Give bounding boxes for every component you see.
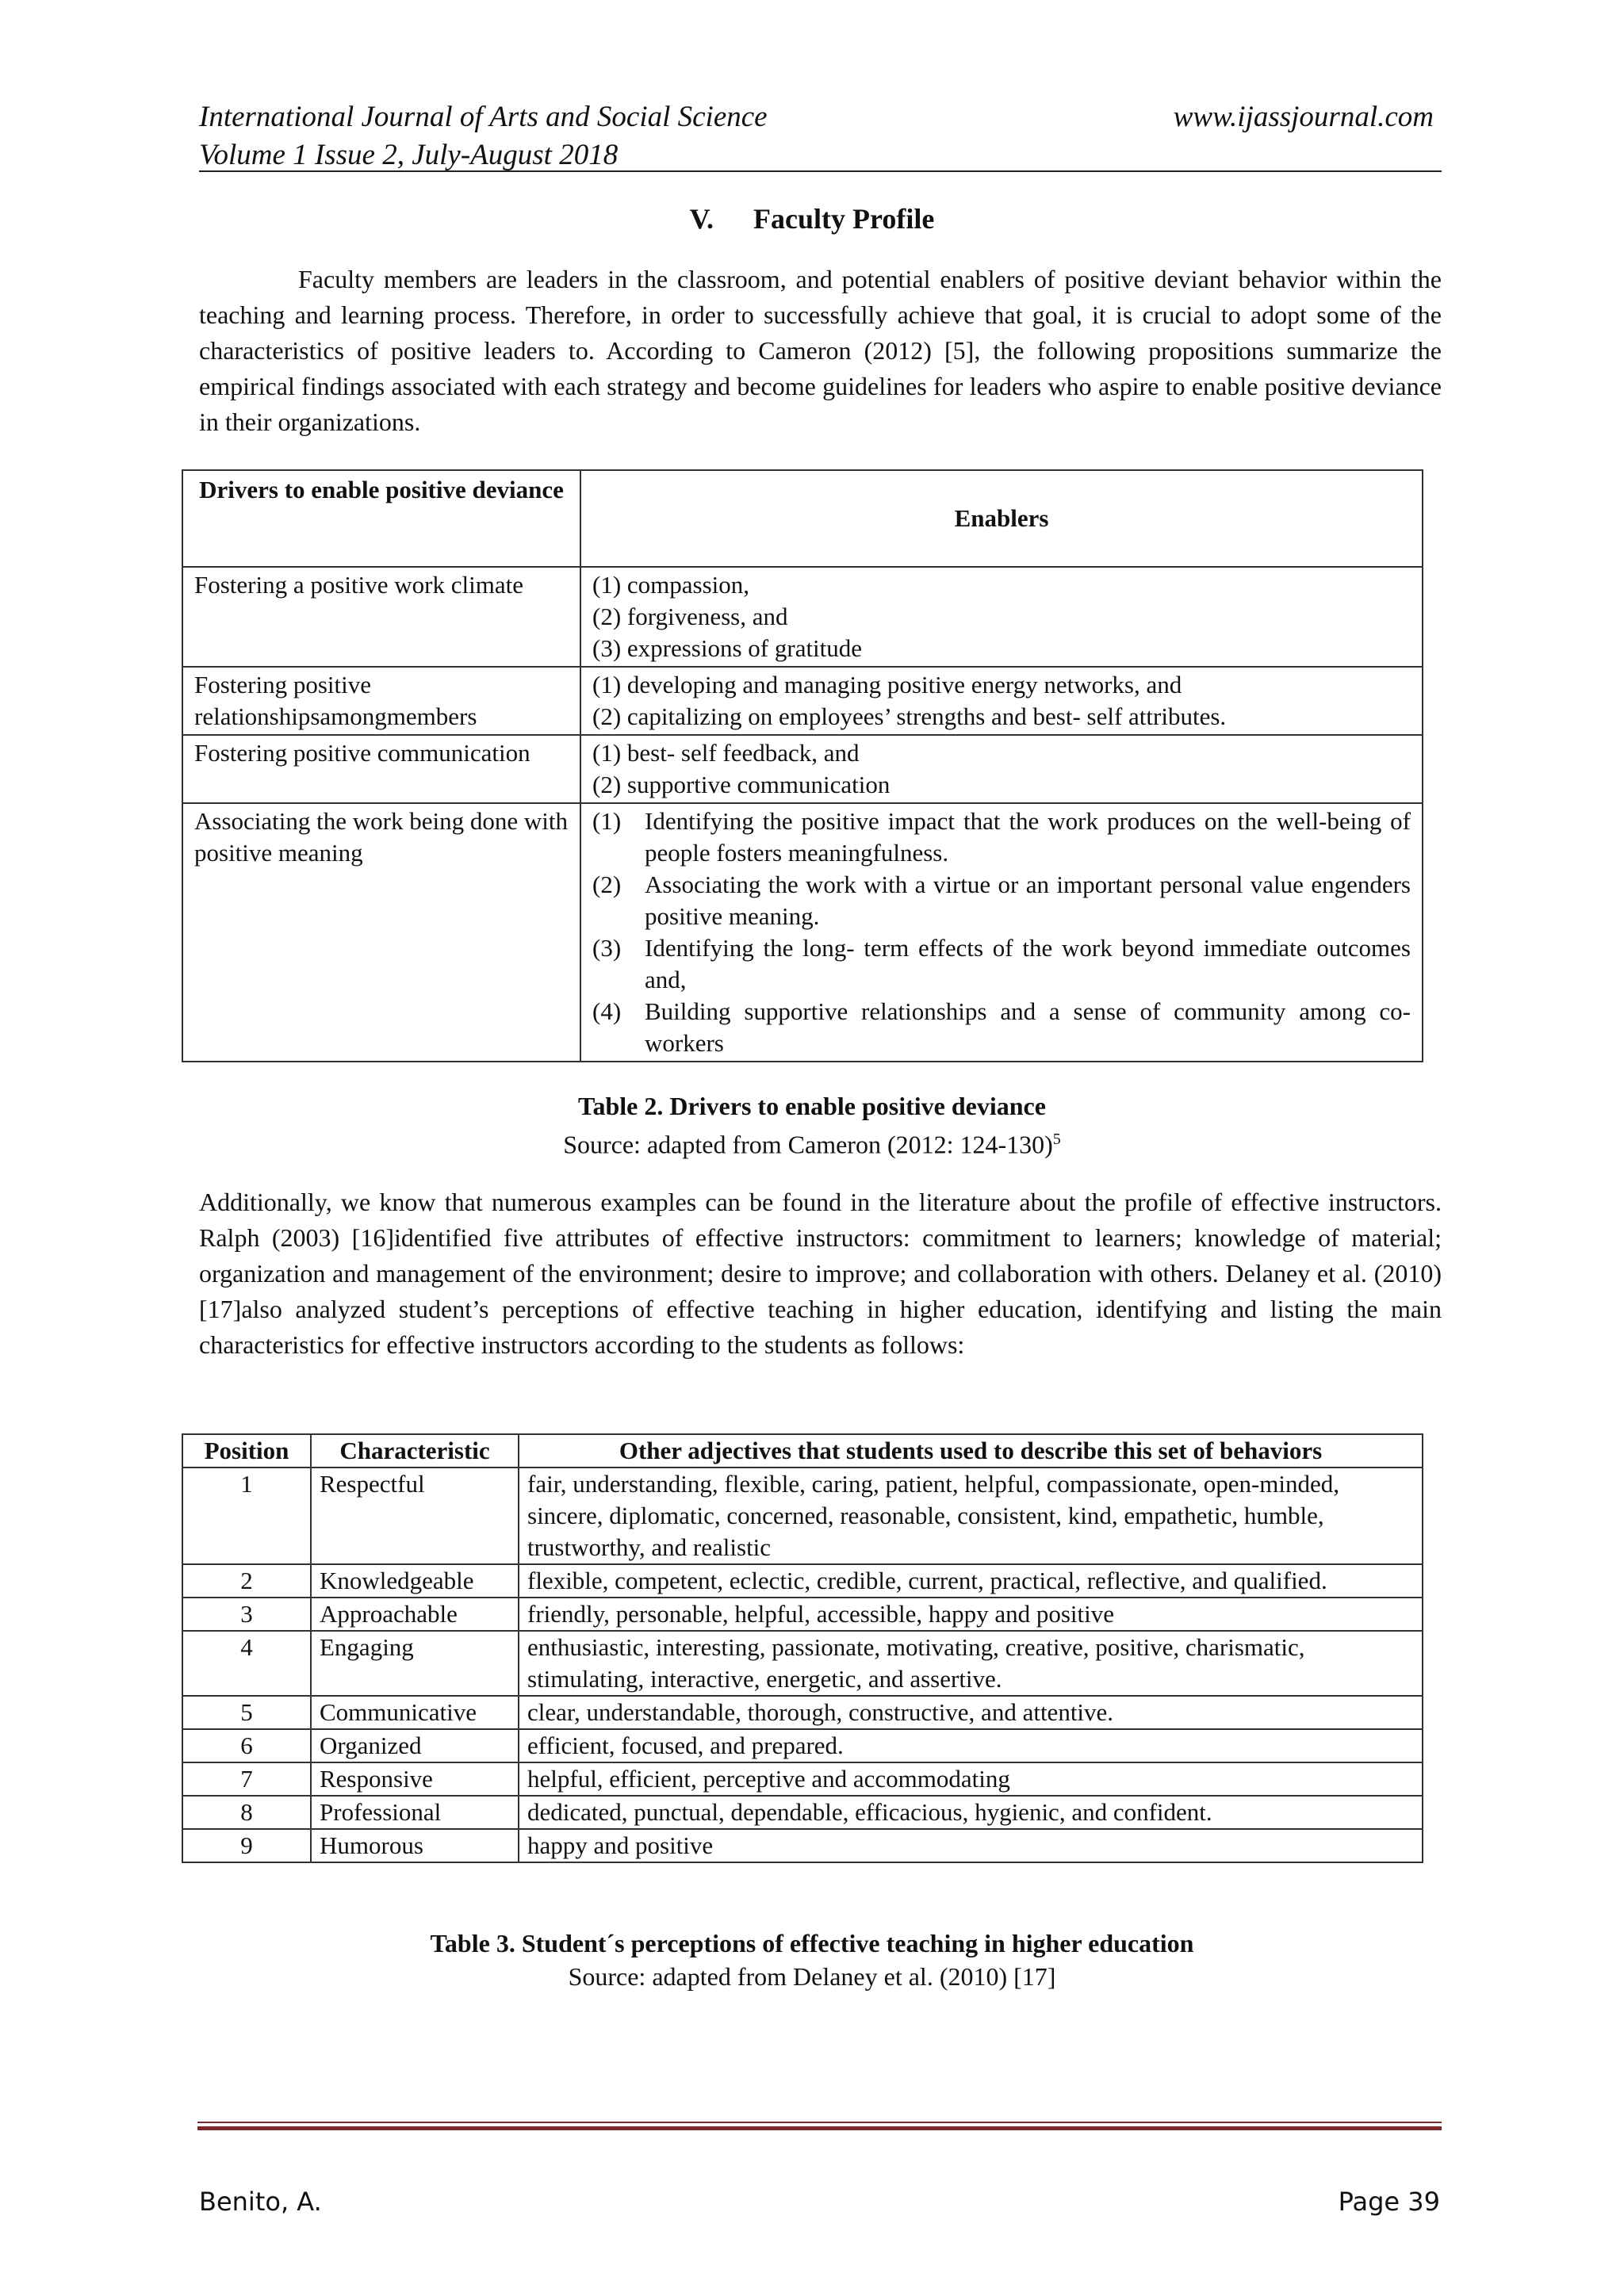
enabler-item: (1) best- self feedback, and <box>592 739 860 767</box>
table-2-source-sup: 5 <box>1052 1131 1061 1148</box>
characteristic-cell: Approachable <box>311 1598 519 1631</box>
enabler-item: (2) supportive communication <box>592 771 891 798</box>
enabler-number: (3) <box>592 934 622 962</box>
table-2-header-row <box>182 470 1423 567</box>
enabler-text: Associating the work with a virtue or an important personal value engenders positive meaning. <box>645 871 1411 930</box>
table-2-header-drivers: Drivers to enable positive deviance <box>182 470 580 567</box>
adjectives-cell: efficient, focused, and prepared. <box>519 1729 1423 1762</box>
position-cell: 5 <box>182 1696 311 1729</box>
journal-title: International Journal of Arts and Social Science <box>199 101 768 133</box>
position-cell: 4 <box>182 1631 311 1696</box>
enabler-text: Identifying the long- term effects of the work beyond immediate outcomes and, <box>645 934 1411 993</box>
characteristic-cell: Responsive <box>311 1762 519 1796</box>
enabler-item: (1) developing and managing positive energy networks, and <box>592 671 1182 698</box>
adjectives-cell: flexible, competent, eclectic, credible, current, practical, reflective, and qualified. <box>519 1564 1423 1598</box>
table-3-title: Table 3. Student´s perceptions of effective teaching in higher education <box>430 1929 1194 1957</box>
table-3-header-characteristic: Characteristic <box>311 1434 519 1468</box>
characteristic-cell: Communicative <box>311 1696 519 1729</box>
table-row <box>182 1696 1423 1729</box>
enabler-numbered-item <box>592 932 1411 996</box>
table-row <box>182 1829 1423 1862</box>
table-2-source <box>0 1123 1624 1161</box>
table-row <box>182 1598 1423 1631</box>
enabler-item: (3) expressions of gratitude <box>592 634 863 662</box>
position-cell: 1 <box>182 1468 311 1564</box>
running-header <box>199 98 768 174</box>
enabler-item: (2) capitalizing on employees’ strengths and best- self attributes. <box>592 702 1227 730</box>
table-3 <box>182 1433 1423 1863</box>
enabler-text: Building supportive relationships and a sense of community among co-workers <box>645 997 1411 1057</box>
footer-page-number: Page 39 <box>1338 2187 1440 2217</box>
enabler-item: (2) forgiveness, and <box>592 603 788 630</box>
table-2-enablers <box>580 803 1423 1062</box>
journal-website: www.ijassjournal.com <box>1173 101 1434 133</box>
characteristic-cell: Knowledgeable <box>311 1564 519 1598</box>
table-row <box>182 1631 1423 1696</box>
table-3-header-adjectives: Other adjectives that students used to describe this set of behaviors <box>519 1434 1423 1468</box>
enabler-numbered-item <box>592 869 1411 932</box>
header-rule <box>199 170 1442 172</box>
position-cell: 6 <box>182 1729 311 1762</box>
paragraph-1: Faculty members are leaders in the classroom, and potential enablers of positive deviant behavior within the teaching and learning process. Therefore, in order to successfully achieve that goal, it is crucial to adopt some of the characteristics of positive leaders to. According to Cameron (2012) [5], the following propositions summarize the empirical findings associated with each strategy and become guidelines for leaders who aspire to enable positive deviance in their organizations. <box>199 265 1442 436</box>
footer-author: Benito, A. <box>199 2187 322 2217</box>
paragraph-2: Additionally, we know that numerous examples can be found in the literature about the profile of effective instructors. Ralph (2003) [16]identified five attributes of effective instructors: commitment to learners; knowledge of material; organization and management of the environment; desire to improve; and collaboration with others. Delaney et al. (2010) [17]also analyzed student’s perceptions of effective teaching in higher education, identifying and listing the main characteristics for effective instructors according to the students as follows: <box>199 1188 1442 1359</box>
characteristic-cell: Engaging <box>311 1631 519 1696</box>
table-2-source-text: Source: adapted from Cameron (2012: 124-130) <box>563 1130 1053 1159</box>
table-2-row <box>182 667 1423 735</box>
characteristic-cell: Humorous <box>311 1829 519 1862</box>
section-title: Faculty Profile <box>753 203 935 235</box>
table-3-caption <box>0 1927 1624 1960</box>
footer-rule-thick <box>197 2126 1442 2130</box>
table-2-title: Table 2. Drivers to enable positive deviance <box>578 1092 1046 1120</box>
table-2-row <box>182 803 1423 1062</box>
position-cell: 7 <box>182 1762 311 1796</box>
table-2 <box>182 469 1423 1062</box>
table-2-driver: Fostering positive relationshipsamongmembers <box>182 667 580 735</box>
table-3-header-row <box>182 1434 1423 1468</box>
section-heading <box>0 201 1624 237</box>
characteristic-cell: Respectful <box>311 1468 519 1564</box>
table-2-enablers <box>580 735 1423 803</box>
adjectives-cell: dedicated, punctual, dependable, efficacious, hygienic, and confident. <box>519 1796 1423 1829</box>
adjectives-cell: friendly, personable, helpful, accessible, happy and positive <box>519 1598 1423 1631</box>
position-cell: 2 <box>182 1564 311 1598</box>
adjectives-cell: clear, understandable, thorough, constructive, and attentive. <box>519 1696 1423 1729</box>
table-row <box>182 1762 1423 1796</box>
position-cell: 9 <box>182 1829 311 1862</box>
adjectives-cell: happy and positive <box>519 1829 1423 1862</box>
adjectives-cell: enthusiastic, interesting, passionate, motivating, creative, positive, charismatic, stimulating, interactive, energetic, and assertive. <box>519 1631 1423 1696</box>
position-cell: 8 <box>182 1796 311 1829</box>
table-2-driver: Associating the work being done with positive meaning <box>182 803 580 1062</box>
enabler-number: (4) <box>592 997 622 1025</box>
table-2-header-enablers: Enablers <box>580 470 1423 567</box>
enabler-item: (1) compassion, <box>592 571 750 599</box>
table-3-header-position: Position <box>182 1434 311 1468</box>
table-row <box>182 1564 1423 1598</box>
enabler-numbered-item <box>592 996 1411 1059</box>
adjectives-cell: fair, understanding, flexible, caring, patient, helpful, compassionate, open-minded, sincere, diplomatic, concerned, reasonable, consistent, kind, empathetic, humble, trustworthy, and realistic <box>519 1468 1423 1564</box>
table-3-source: Source: adapted from Delaney et al. (2010) [17] <box>568 1962 1056 1991</box>
table-row <box>182 1729 1423 1762</box>
position-cell: 3 <box>182 1598 311 1631</box>
table-2-driver: Fostering a positive work climate <box>182 567 580 667</box>
table-2-driver: Fostering positive communication <box>182 735 580 803</box>
table-2-caption <box>0 1089 1624 1123</box>
table-2-enablers <box>580 567 1423 667</box>
table-row <box>182 1796 1423 1829</box>
characteristic-cell: Organized <box>311 1729 519 1762</box>
journal-issue: Volume 1 Issue 2, July-August 2018 <box>199 139 619 171</box>
characteristic-cell: Professional <box>311 1796 519 1829</box>
adjectives-cell: helpful, efficient, perceptive and accommodating <box>519 1762 1423 1796</box>
section-number: V. <box>689 203 714 235</box>
footer-rule <box>197 2122 1442 2123</box>
table-2-enablers <box>580 667 1423 735</box>
enabler-text: Identifying the positive impact that the work produces on the well-being of people fosters meaningfulness. <box>645 807 1411 867</box>
table-row <box>182 1468 1423 1564</box>
enabler-number: (1) <box>592 807 622 835</box>
enabler-number: (2) <box>592 871 622 898</box>
table-2-row <box>182 567 1423 667</box>
table-2-row <box>182 735 1423 803</box>
enabler-numbered-item <box>592 806 1411 869</box>
